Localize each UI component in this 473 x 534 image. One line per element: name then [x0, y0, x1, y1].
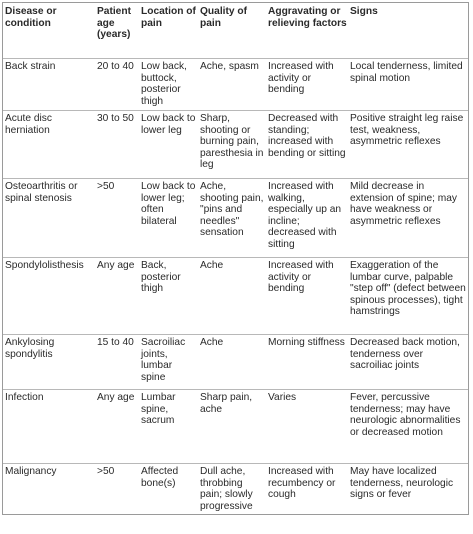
cell-quality: Ache — [198, 258, 266, 335]
cell-factors: Decreased with standing; increased with bending or sitting — [266, 111, 348, 179]
cell-quality: Sharp, shooting or burning pain, paresthesia in leg — [198, 111, 266, 179]
cell-disease: Acute disc herniation — [3, 111, 95, 179]
table-row — [3, 59, 469, 111]
cell-factors: Increased with recumbency or cough — [268, 466, 336, 500]
cell-age: >50 — [97, 466, 115, 477]
cell-location: Back, posterior thigh — [139, 258, 198, 335]
cell-factors: Increased with walking, especially up an incline; decreased with sitting — [266, 179, 348, 258]
header-location: Location of pain — [139, 3, 198, 59]
cell-signs: Fever, percussive tenderness; may have neurologic abnormalities or decreased motion — [348, 390, 469, 464]
table-row — [3, 258, 469, 335]
low-back-pain-table — [3, 3, 469, 515]
cell-signs: Mild decrease in extension of spine; may have weakness or asymmetric reflexes — [348, 179, 469, 258]
table-row — [3, 335, 469, 390]
table-frame — [2, 2, 469, 515]
cell-disease: Back strain — [3, 59, 95, 111]
cell-age: >50 — [95, 179, 139, 258]
cell-age: Any age — [95, 258, 139, 335]
cell-factors: Morning stiffness — [266, 335, 348, 390]
cell-location: Sacroiliac joints, lumbar spine — [139, 335, 198, 390]
table-row — [3, 390, 469, 464]
cell-quality: Sharp pain, ache — [198, 390, 266, 464]
header-quality: Quality of pain — [198, 3, 266, 59]
cell-age: 15 to 40 — [95, 335, 139, 390]
cell-disease: Malignancy — [5, 466, 57, 477]
table-row — [3, 179, 469, 258]
cell-disease: Osteoarthritis or spinal stenosis — [3, 179, 95, 258]
cell-quality: Ache, shooting pain, "pins and needles" sensation — [198, 179, 266, 258]
cell-age: 20 to 40 — [95, 59, 139, 111]
cell-quality: Ache — [198, 335, 266, 390]
cell-signs: Positive straight leg raise test, weakness, asymmetric reflexes — [348, 111, 469, 179]
cell-factors: Increased with activity or bending — [266, 258, 348, 335]
table-row — [3, 111, 469, 179]
cell-signs: Exaggeration of the lumbar curve, palpable "step off" (defect between spinous processes), tight hamstrings — [348, 258, 469, 335]
table-row — [3, 464, 469, 516]
header-row — [3, 3, 469, 59]
cell-location: Low back to lower leg; often bilateral — [139, 179, 198, 258]
cell-signs: Local tenderness, limited spinal motion — [348, 59, 469, 111]
cell-factors: Increased with activity or bending — [266, 59, 348, 111]
header-disease: Disease or condition — [3, 3, 95, 59]
cell-factors: Varies — [266, 390, 348, 464]
cell-location: Low back, buttock, posterior thigh — [139, 59, 198, 111]
cell-signs: May have localized tenderness, neurologic signs or fever — [350, 466, 454, 500]
header-age: Patient age (years) — [95, 3, 139, 59]
cell-disease: Infection — [3, 390, 95, 464]
cell-age: 30 to 50 — [95, 111, 139, 179]
header-factors: Aggravating or relieving factors — [266, 3, 348, 59]
header-signs: Signs — [348, 3, 469, 59]
cell-disease: Spondylolisthesis — [3, 258, 95, 335]
cell-location: Lumbar spine, sacrum — [139, 390, 198, 464]
cell-quality: Dull ache, throbbing pain; slowly progressive — [200, 466, 253, 512]
cell-location: Affected bone(s) — [141, 466, 179, 489]
cell-age: Any age — [95, 390, 139, 464]
cell-quality: Ache, spasm — [198, 59, 266, 111]
cell-signs: Decreased back motion, tenderness over sacroiliac joints — [348, 335, 469, 390]
cell-location: Low back to lower leg — [139, 111, 198, 179]
cell-disease: Ankylosing spondylitis — [3, 335, 95, 390]
